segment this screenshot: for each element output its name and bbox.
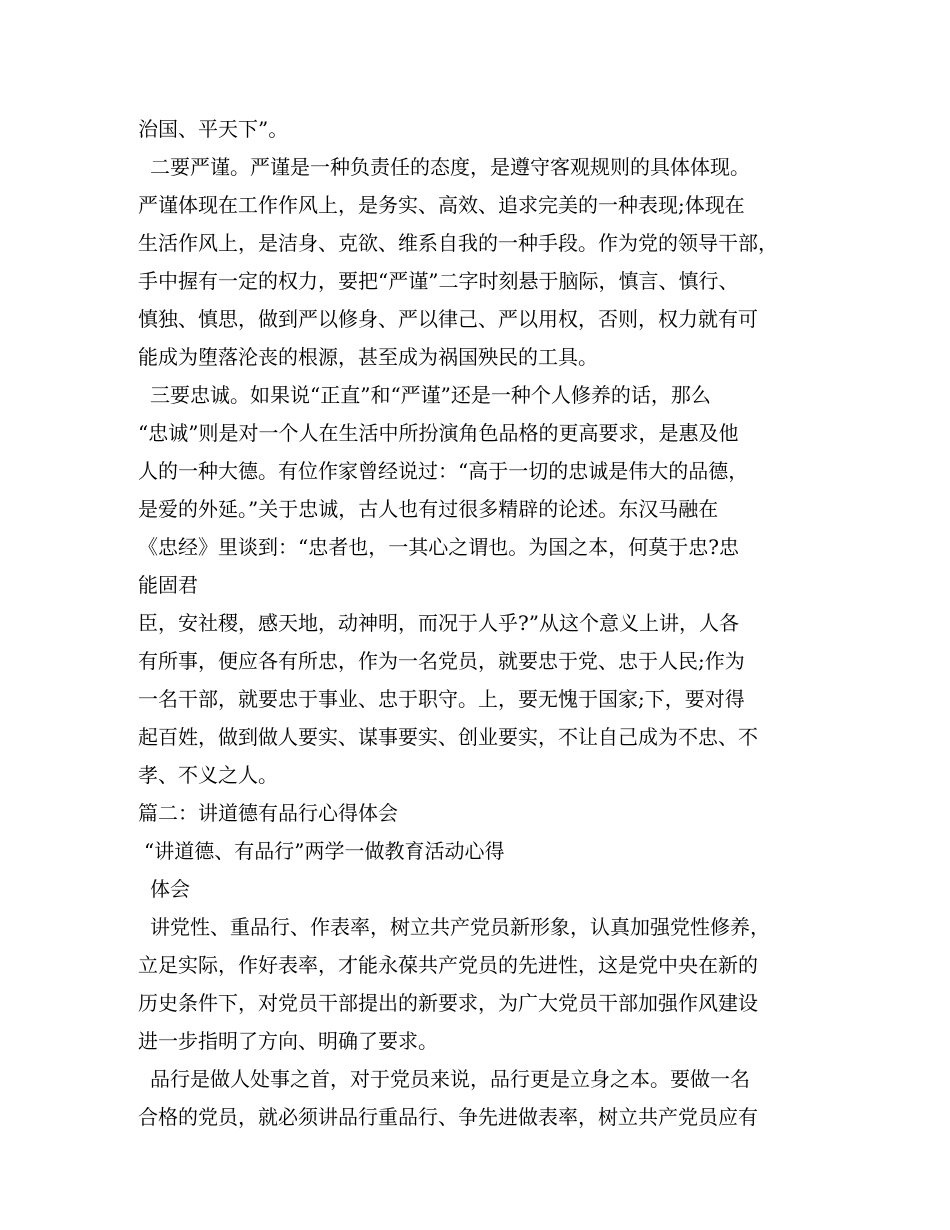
paragraph-start: 三要忠诚。如果说“正直”和“严谨”还是一种个人修养的话，那么 bbox=[150, 383, 711, 407]
paragraph-start: 讲党性、重品行、作表率，树立共产党员新形象，认真加强党性修养， bbox=[150, 915, 770, 939]
paragraph-start: 品行是做人处事之首，对于党员来说，品行更是立身之本。要做一名 bbox=[150, 1067, 750, 1091]
text-line: 慎独、慎思，做到严以修身、严以律己、严以用权，否则，权力就有可 bbox=[138, 307, 758, 331]
text-line: 人的一种大德。有位作家曾经说过：“高于一切的忠诚是伟大的品德， bbox=[138, 459, 749, 483]
text-line: 能固君 bbox=[138, 573, 198, 597]
text-line: 有所事，便应各有所忠，作为一名党员，就要忠于党、忠于人民;作为 bbox=[138, 649, 745, 673]
article-title-continued: 体会 bbox=[150, 877, 190, 901]
text-line: “忠诚”则是对一个人在生活中所扮演角色品格的更高要求，是惠及他 bbox=[138, 421, 739, 445]
text-line: 手中握有一定的权力，要把“严谨”二字时刻悬于脑际，慎言、慎行、 bbox=[138, 269, 739, 293]
text-line: 历史条件下，对党员干部提出的新要求，为广大党员干部加强作风建设 bbox=[138, 991, 758, 1015]
text-line: 严谨体现在工作作风上，是务实、高效、追求完美的一种表现;体现在 bbox=[138, 193, 745, 217]
section-heading: 篇二：讲道德有品行心得体会 bbox=[138, 801, 398, 825]
text-line: 臣，安社稷，感天地，动神明，而况于人乎?”从这个意义上讲，人各 bbox=[138, 611, 739, 635]
document-page bbox=[138, 110, 818, 1136]
text-line: 进一步指明了方向、明确了要求。 bbox=[138, 1029, 438, 1053]
text-line: 合格的党员，就必须讲品行重品行、争先进做表率，树立共产党员应有 bbox=[138, 1105, 758, 1129]
text-line: 生活作风上，是洁身、克欲、维系自我的一种手段。作为党的领导干部， bbox=[138, 231, 778, 255]
text-line: 一名干部，就要忠于事业、忠于职守。上，要无愧于国家;下，要对得 bbox=[138, 687, 745, 711]
text-line: 是爱的外延。”关于忠诚，古人也有过很多精辟的论述。东汉马融在 bbox=[138, 497, 719, 521]
text-line: 能成为堕落沦丧的根源，甚至成为祸国殃民的工具。 bbox=[138, 345, 598, 369]
text-line: 《忠经》里谈到：“忠者也，一其心之谓也。为国之本，何莫于忠?忠 bbox=[138, 535, 739, 559]
text-line: 治国、平天下”。 bbox=[138, 117, 289, 141]
article-title: “讲道德、有品行”两学一做教育活动心得 bbox=[144, 839, 505, 863]
text-line: 起百姓，做到做人要实、谋事要实、创业要实，不让自己成为不忠、不 bbox=[138, 725, 758, 749]
text-line: 立足实际，作好表率，才能永葆共产党员的先进性，这是党中央在新的 bbox=[138, 953, 758, 977]
paragraph-start: 二要严谨。严谨是一种负责任的态度，是遵守客观规则的具体体现。 bbox=[150, 155, 750, 179]
text-line: 孝、不义之人。 bbox=[138, 763, 278, 787]
